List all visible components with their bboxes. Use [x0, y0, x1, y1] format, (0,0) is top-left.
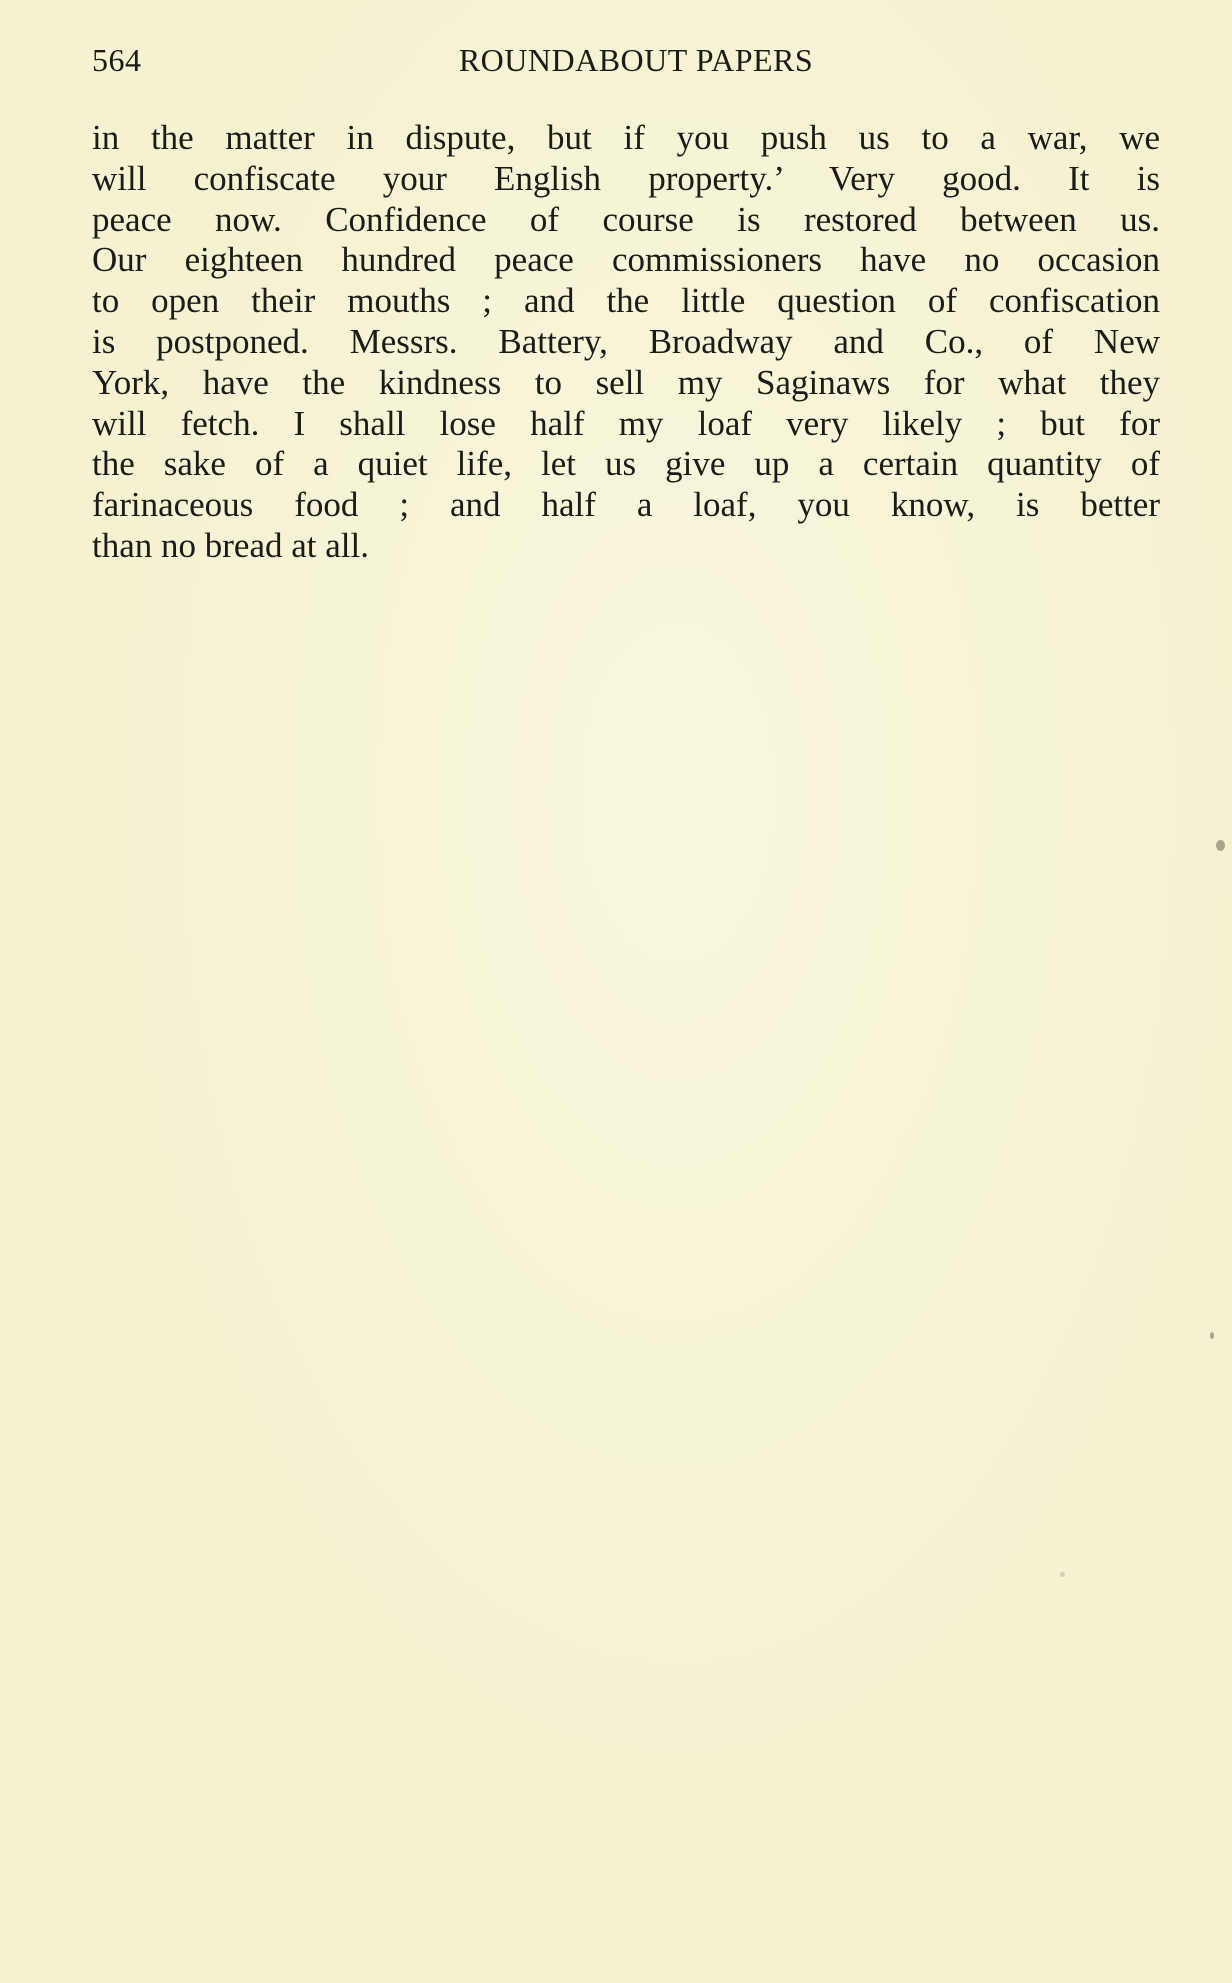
- page-number: 564: [92, 42, 142, 78]
- paper-speck: [1216, 840, 1225, 851]
- text-line: York, have the kindness to sell my Saginaws for what they: [92, 362, 1160, 402]
- body-paragraph: [92, 118, 1160, 567]
- text-line: farinaceous food ; and half a loaf, you know, is better: [92, 485, 1160, 525]
- text-line: than no bread at all.: [92, 525, 369, 565]
- paper-speck: [1210, 1332, 1214, 1339]
- running-title: ROUNDABOUT PAPERS: [458, 42, 814, 78]
- text-line: will fetch. I shall lose half my loaf very likely ; but for: [92, 403, 1160, 443]
- text-line: to open their mouths ; and the little question of confiscation: [92, 281, 1160, 321]
- text-line: Our eighteen hundred peace commissioners have no occasion: [92, 240, 1160, 280]
- text-line: in the matter in dispute, but if you push us to a war, we: [92, 118, 1160, 157]
- text-line: the sake of a quiet life, let us give up a certain quantity of: [92, 444, 1160, 484]
- running-head: [92, 42, 1160, 86]
- text-line: peace now. Confidence of course is restored between us.: [92, 199, 1160, 239]
- text-line: will confiscate your English property.’ Very good. It is: [92, 158, 1160, 198]
- text-line: is postponed. Messrs. Battery, Broadway and Co., of New: [92, 321, 1160, 361]
- paper-speck: [1060, 1572, 1065, 1577]
